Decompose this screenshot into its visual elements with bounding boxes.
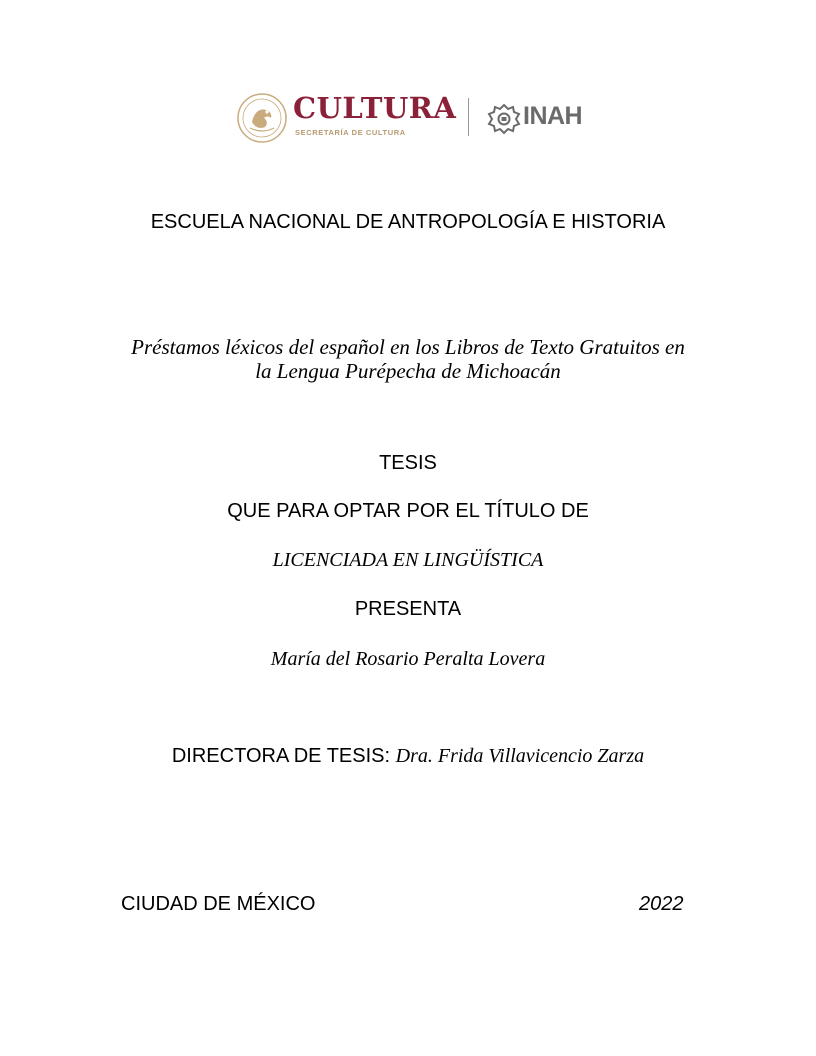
thesis-title-line-2: la Lengua Purépecha de Michoacán — [255, 359, 561, 383]
tesis-heading: TESIS — [379, 452, 437, 474]
header-logos — [0, 88, 816, 148]
degree-intro: QUE PARA OPTAR POR EL TÍTULO DE — [227, 500, 589, 522]
thesis-title — [0, 335, 816, 383]
director-name: Dra. Frida Villavicencio Zarza — [395, 745, 645, 767]
cultura-logo-text: CULTURA — [293, 91, 457, 125]
director-label: DIRECTORA DE TESIS: — [171, 745, 396, 767]
presenta-label: PRESENTA — [354, 598, 462, 620]
author-name: María del Rosario Peralta Lovera — [270, 648, 546, 670]
school-name: ESCUELA NACIONAL DE ANTROPOLOGÍA E HISTORIA — [150, 211, 666, 233]
logo-divider — [468, 98, 469, 136]
thesis-director — [0, 745, 816, 768]
cultura-logo-subtitle: SECRETARÍA DE CULTURA — [295, 128, 406, 137]
mexico-seal-icon — [236, 92, 288, 144]
degree-name: LICENCIADA EN LINGÜÍSTICA — [272, 549, 544, 571]
inah-emblem-icon — [486, 102, 522, 138]
year: 2022 — [639, 893, 684, 915]
city: CIUDAD DE MÉXICO — [121, 893, 316, 915]
inah-logo-text: INAH — [523, 102, 583, 130]
thesis-title-line-1: Préstamos léxicos del español en los Libros de Texto Gratuitos en — [131, 335, 685, 359]
